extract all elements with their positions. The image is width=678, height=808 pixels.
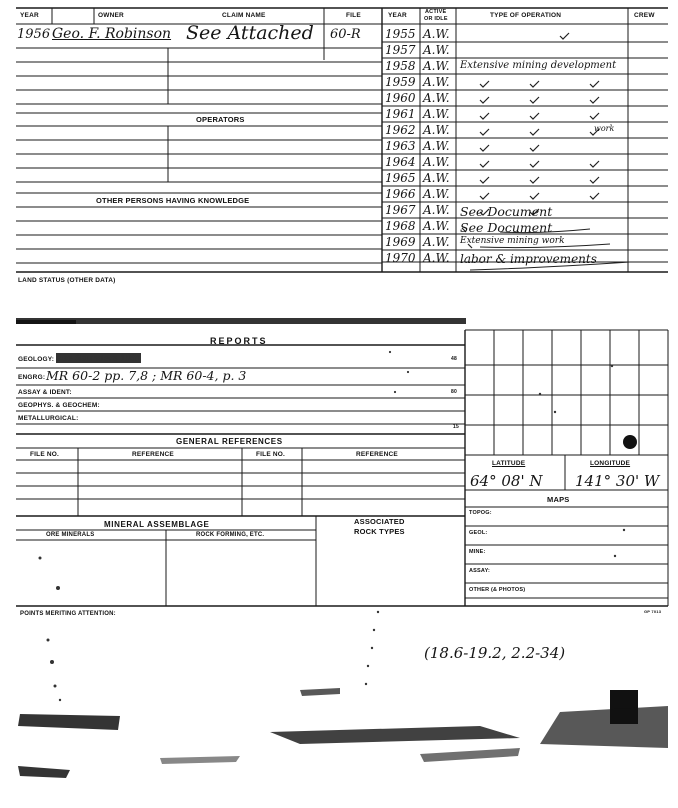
log-operation: Extensive mining development [460,60,617,71]
header-or-idle: OR IDLE [424,16,448,22]
points-note: (18.6-19.2, 2.2-34) [424,644,566,662]
maps-assay: ASSAY: [469,568,491,574]
log-year: 1964 [385,155,416,169]
log-year: 1969 [385,235,416,249]
header-year: YEAR [20,12,39,19]
header-owner: OWNER [98,12,124,19]
reports-title: REPORTS [210,336,268,346]
engrg-label: ENGRG: [18,374,46,381]
log-year: 1970 [385,251,416,265]
rock-types-label: ROCK TYPES [354,527,405,536]
engrg-value: MR 60-2 pp. 7,8 ; MR 60-4, p. 3 [46,368,247,383]
log-year: 1962 [385,123,416,137]
log-status: A.W. [423,155,450,169]
log-status: A.W. [423,219,450,233]
header-file: FILE [346,12,361,19]
assay-label: ASSAY & IDENT: [18,389,72,396]
header-claim-name: CLAIM NAME [222,12,266,19]
reports-number-48: 48 [451,356,457,362]
latitude-label: LATITUDE [492,460,526,467]
reports-number-80: 80 [451,389,457,395]
log-operation: work [594,124,615,133]
log-year: 1968 [385,219,416,233]
log-status: A.W. [423,203,450,217]
log-operation: See Document [460,204,553,219]
latitude-value: 64° 08' N [470,472,543,490]
maps-mine: MINE: [469,549,486,555]
rock-forming-col: ROCK FORMING, ETC. [196,532,265,538]
points-meriting-label: POINTS MERITING ATTENTION: [20,611,116,617]
log-year: 1955 [385,27,416,41]
log-status: A.W. [423,27,450,41]
metallurgical-label: METALLURGICAL: [18,415,79,422]
log-status: A.W. [423,43,450,57]
log-year: 1965 [385,171,416,185]
ref-file-no-col: FILE NO. [30,451,60,458]
file-value: 60-R [330,27,361,42]
log-status: A.W. [423,187,450,201]
geology-value: See Saunders 1961 [56,353,142,363]
log-year: 1958 [385,59,416,73]
log-operation: Extensive mining work [460,236,565,246]
log-status: A.W. [423,139,450,153]
ore-minerals-col: ORE MINERALS [46,532,95,538]
header-type-of-operation: TYPE OF OPERATION [490,12,562,19]
associated-label: ASSOCIATED [354,517,405,526]
claim-name-value: See Attached [186,22,314,44]
log-status: A.W. [423,123,450,137]
log-status: A.W. [423,171,450,185]
operators-label: OPERATORS [196,115,245,124]
other-persons-label: OTHER PERSONS HAVING KNOWLEDGE [96,196,250,205]
log-year: 1963 [385,139,416,153]
header-active: ACTIVE [425,9,447,15]
maps-other: OTHER (& PHOTOS) [469,587,526,593]
log-status: A.W. [423,91,450,105]
maps-title: MAPS [547,495,570,504]
log-status: A.W. [423,235,450,249]
log-operation: See Document [460,220,553,235]
log-year: 1966 [385,187,416,201]
log-status: A.W. [423,251,450,265]
geology-label: GEOLOGY: [18,356,55,363]
header-year-2: YEAR [388,12,407,19]
owner-name: Geo. F. Robinson [52,26,172,42]
form-number: GP 7013 [644,609,662,614]
log-status: A.W. [423,59,450,73]
log-year: 1961 [385,107,416,121]
reports-number-15: 15 [453,424,459,430]
log-operation: labor & improvements [460,252,597,266]
longitude-value: 141° 30' W [575,472,660,490]
log-year: 1959 [385,75,416,89]
geophys-label: GEOPHYS. & GEOCHEM: [18,402,100,409]
land-status-label: LAND STATUS (OTHER DATA) [18,277,116,284]
log-year: 1967 [385,203,416,217]
owner-year: 1956 [17,27,51,42]
log-status: A.W. [423,75,450,89]
maps-geol: GEOL: [469,530,488,536]
maps-topog: TOPOG: [469,510,492,516]
ref-reference-col-2: REFERENCE [356,451,398,458]
longitude-label: LONGITUDE [590,460,631,467]
log-year: 1957 [385,43,416,57]
general-references-title: GENERAL REFERENCES [176,437,283,446]
mineral-assemblage-title: MINERAL ASSEMBLAGE [104,520,210,529]
log-year: 1960 [385,91,416,105]
ref-reference-col: REFERENCE [132,451,174,458]
log-status: A.W. [423,107,450,121]
ref-file-no-col-2: FILE NO. [256,451,286,458]
header-crew: CREW [634,12,655,19]
